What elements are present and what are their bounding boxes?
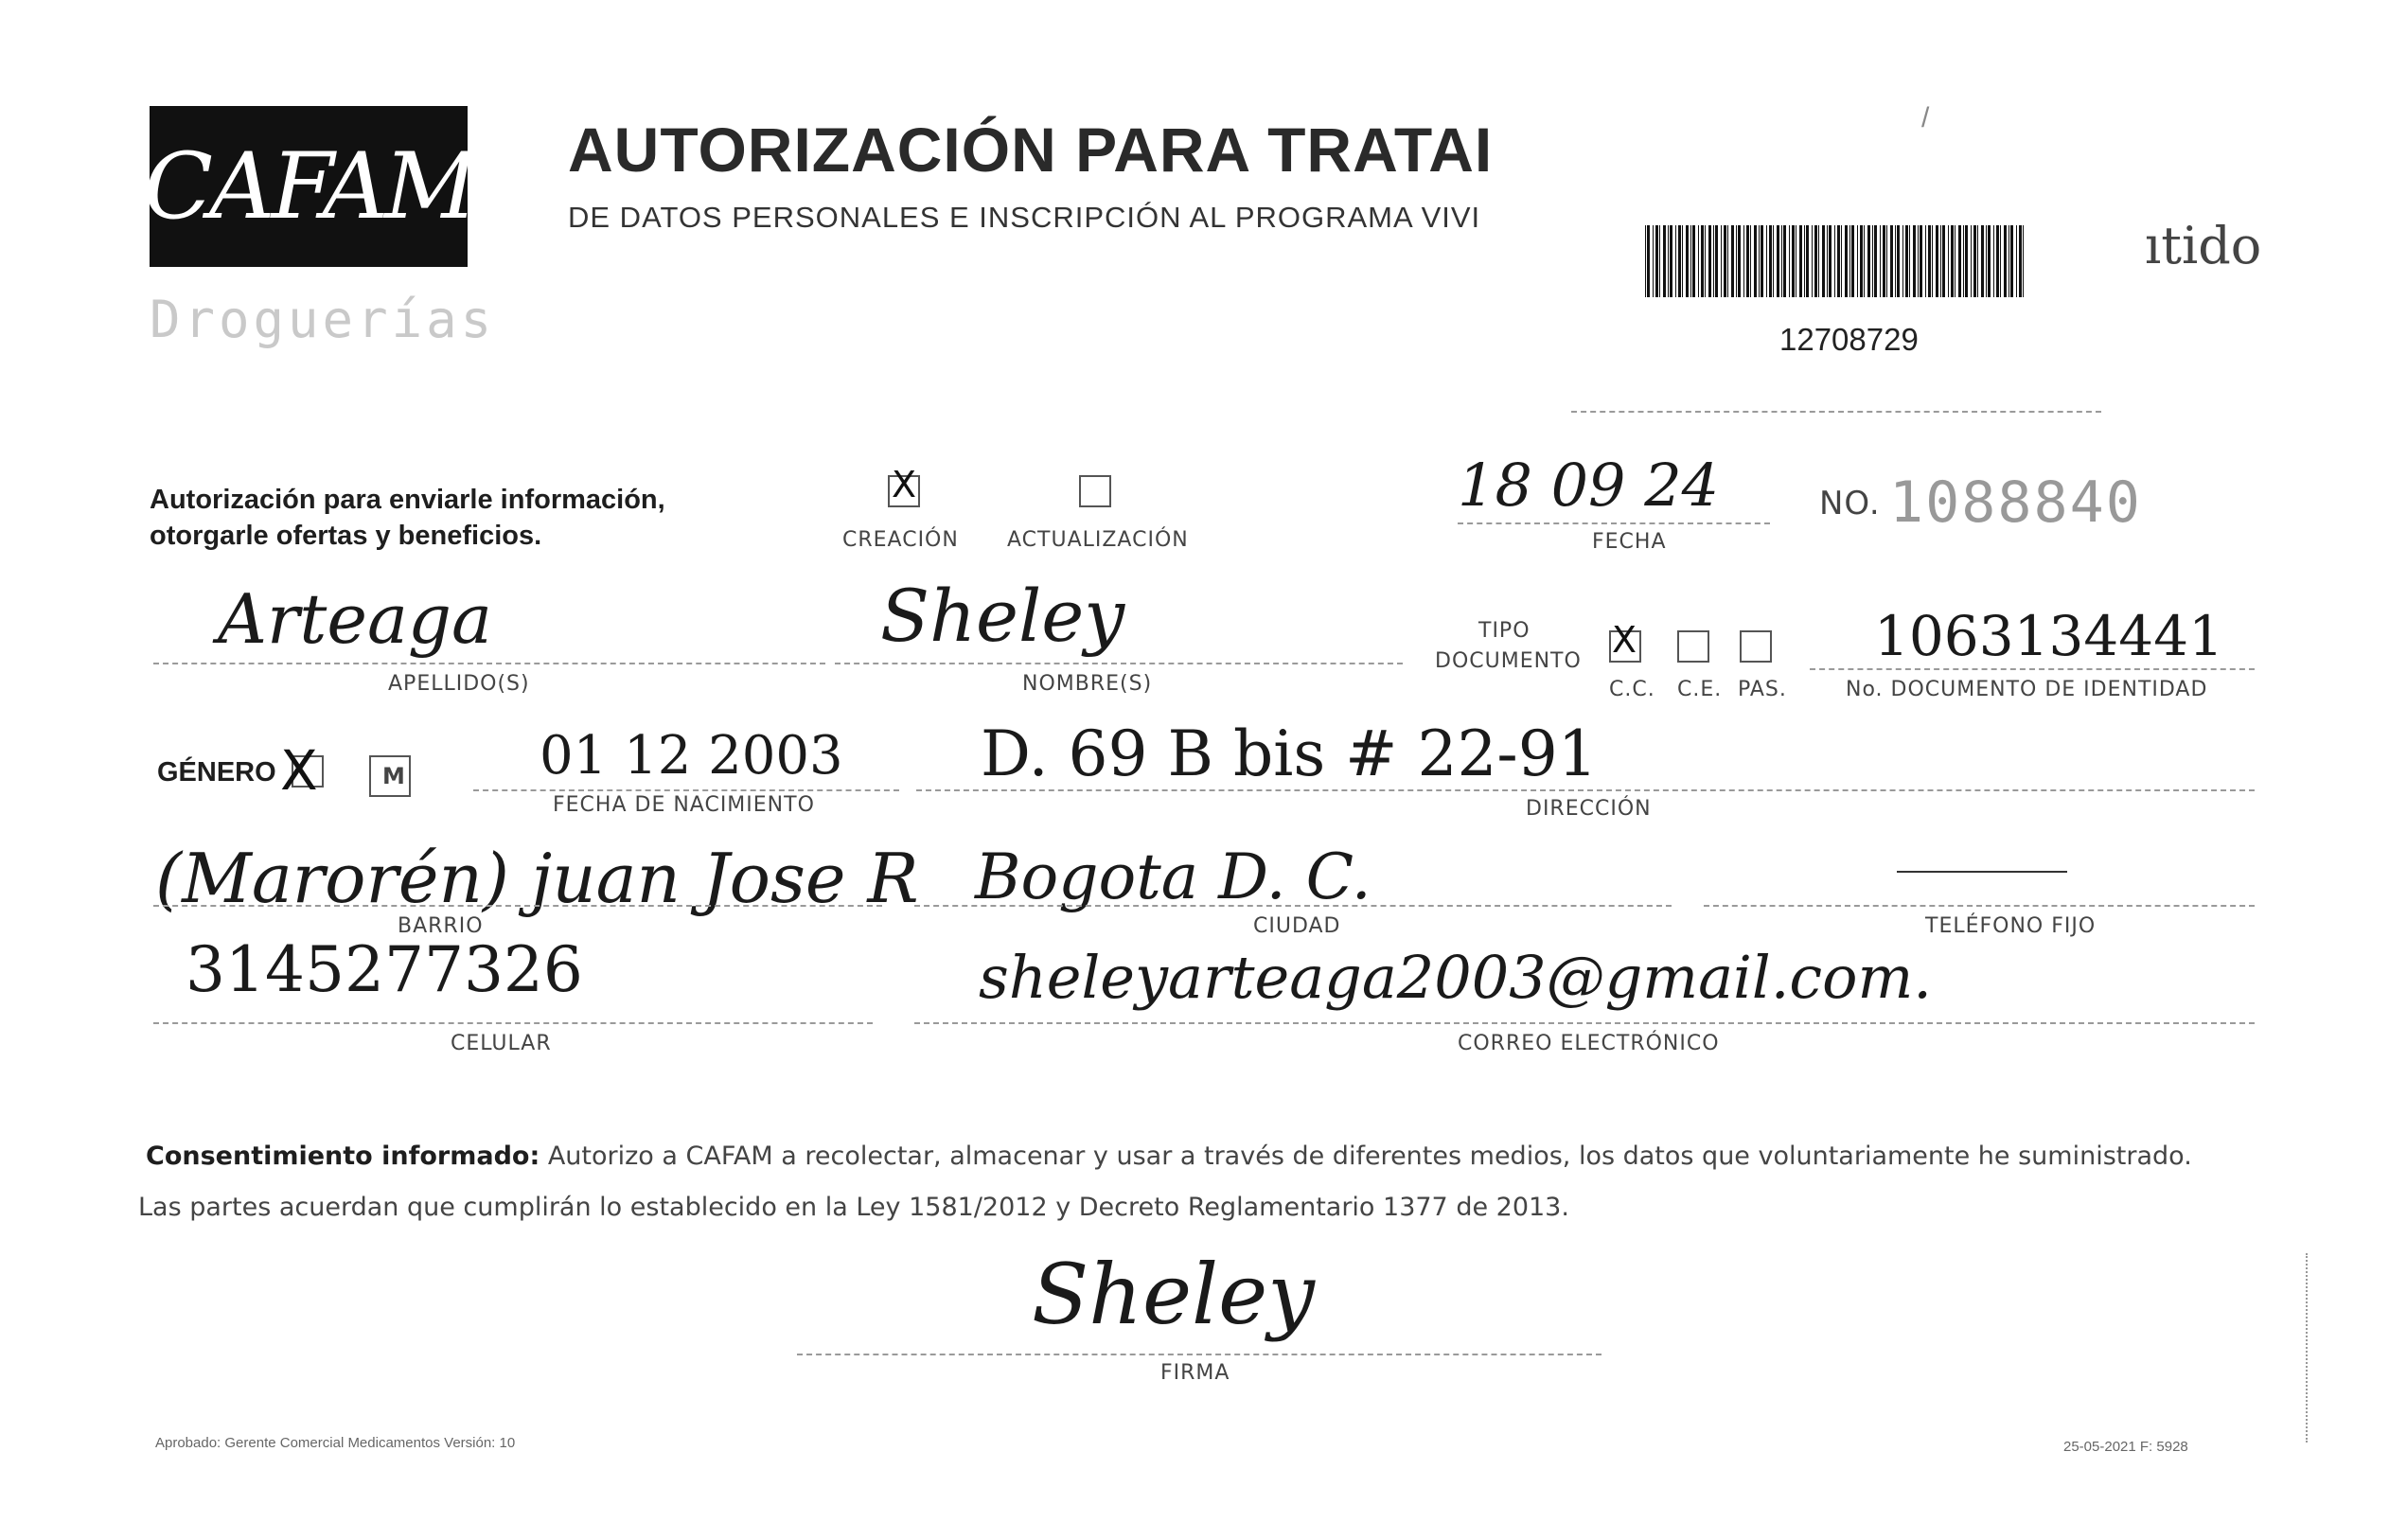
document-subtitle: DE DATOS PERSONALES E INSCRIPCIÓN AL PROGRAMA VIVI [568,201,1481,234]
documento-value[interactable]: 1063134441 [1874,604,2224,668]
no-label: NO. [1819,485,1881,522]
actualizacion-label: ACTUALIZACIÓN [1007,528,1189,552]
ciudad-value[interactable]: Bogota D. C. [975,841,1371,913]
celular-value[interactable]: 3145277326 [186,933,583,1006]
fecha-nacimiento-value[interactable]: 01 12 2003 [540,725,843,787]
consent-bold: Consentimiento informado: [146,1142,540,1171]
consent-line-2: Las partes acuerdan que cumplirán lo establecido en la Ley 1581/2012 y Decreto Reglamentario 1377 de 2013. [138,1193,1569,1222]
pas-checkbox[interactable] [1740,630,1772,663]
signature-label: FIRMA [1160,1361,1230,1385]
ce-label: C.E. [1677,678,1723,701]
ce-checkbox[interactable] [1677,630,1709,663]
genero-mark: X [280,738,318,803]
document-title: AUTORIZACIÓN PARA TRATAI [568,115,1494,185]
telefono-label: TELÉFONO FIJO [1925,914,2097,938]
cc-mark: X [1612,619,1637,661]
logo-text: CAFAM [143,133,474,239]
apellidos-label: APELLIDO(S) [388,672,530,696]
apellidos-value[interactable]: Arteaga [218,579,492,659]
tipo-documento-label-2: DOCUMENTO [1435,649,1582,673]
margin-print-mark-icon [2306,1253,2317,1443]
celular-label: CELULAR [451,1032,552,1055]
form-number: 1088840 [1889,469,2142,536]
cafam-logo [143,106,474,267]
direccion-label: DIRECCIÓN [1526,797,1652,821]
stray-mark-icon: / [1921,102,1930,133]
genero-label: GÉNERO [157,757,276,788]
nombres-value[interactable]: Sheley [880,574,1125,658]
authorization-text-2: otorgarle ofertas y beneficios. [150,521,542,551]
barrio-value[interactable]: (Marorén) juan Jose R [155,839,919,918]
nombres-label: NOMBRE(S) [1022,672,1153,696]
creacion-mark: X [892,464,917,505]
tipo-documento-label-1: TIPO [1478,619,1531,643]
correo-value[interactable]: sheleyarteaga2003@gmail.com. [979,943,1932,1012]
consent-text-1: Autorizo a CAFAM a recolectar, almacenar y usar a través de diferentes medios, los datos que voluntariamente he suministrado. [540,1142,2192,1171]
actualizacion-checkbox[interactable] [1079,475,1111,507]
creacion-label: CREACIÓN [842,528,959,552]
direccion-value[interactable]: D. 69 B bis # 22-91 [981,717,1598,790]
signature-value[interactable]: Sheley [1032,1246,1315,1343]
genero-m-label: M [382,763,406,789]
barcode-number: 12708729 [1779,322,1919,357]
fecha-value[interactable]: 18 09 24 [1458,451,1720,520]
footer-code: 25-05-2021 F: 5928 [2063,1439,2188,1455]
ciudad-label: CIUDAD [1253,914,1341,938]
fecha-nacimiento-label: FECHA DE NACIMIENTO [553,793,815,817]
consent-line-1 [146,1142,2192,1171]
documento-label: No. DOCUMENTO DE IDENTIDAD [1846,678,2208,701]
fecha-label: FECHA [1592,530,1667,554]
barrio-label: BARRIO [398,914,484,938]
pas-label: PAS. [1738,678,1787,701]
barcode-icon [1645,225,2027,297]
title-fragment: ıtido [2145,216,2262,275]
authorization-text-1: Autorización para enviarle información, [150,485,665,515]
footer-approved: Aprobado: Gerente Comercial Medicamentos Versión: 10 [155,1435,516,1451]
correo-label: CORREO ELECTRÓNICO [1458,1032,1720,1055]
cc-label: C.C. [1609,678,1655,701]
logo-subtitle: Droguerías [150,290,496,349]
